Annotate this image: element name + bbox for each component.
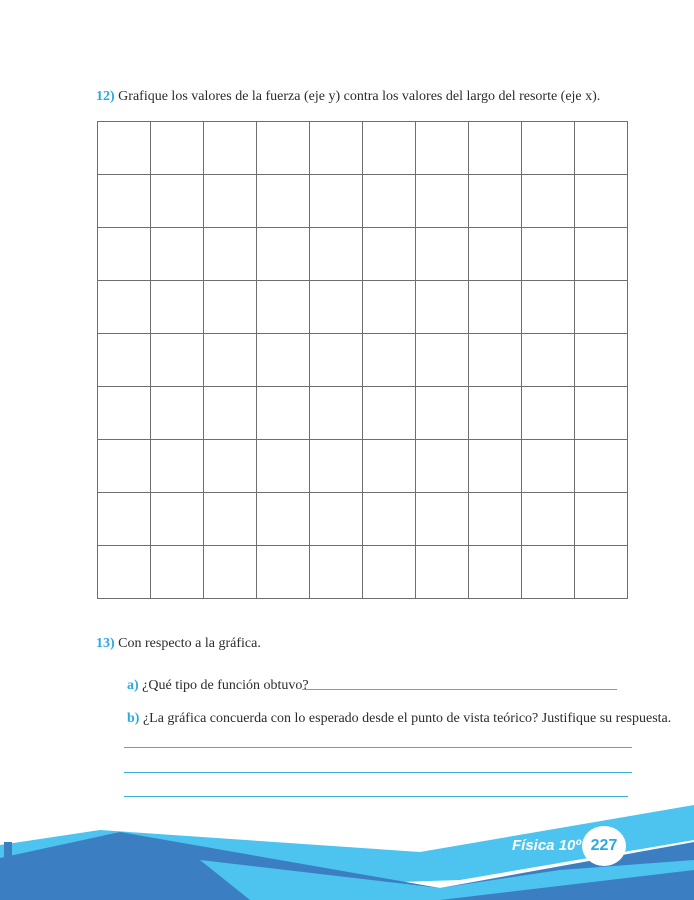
grid-cell (151, 334, 204, 387)
grid-cell (257, 493, 310, 546)
footer-left-mark (4, 842, 12, 900)
grid-cell (204, 228, 257, 281)
grid-cell (98, 228, 151, 281)
grid-cell (257, 387, 310, 440)
grid-cell (151, 228, 204, 281)
grid-cell (310, 493, 363, 546)
grid-cell (522, 228, 575, 281)
grid-cell (469, 387, 522, 440)
grid-cell (310, 546, 363, 599)
grid-cell (310, 228, 363, 281)
question-number: 12) (96, 89, 115, 104)
grid-cell (575, 175, 628, 228)
subquestion-text: ¿Qué tipo de función obtuvo? (142, 678, 309, 693)
grid-cell (98, 281, 151, 334)
grid-cell (310, 122, 363, 175)
grid-cell (522, 122, 575, 175)
grid-cell (151, 387, 204, 440)
grid-cell (469, 493, 522, 546)
answer-line-b-2[interactable] (124, 772, 632, 773)
grid-cell (522, 387, 575, 440)
grid-cell (310, 387, 363, 440)
grid-cell (151, 175, 204, 228)
answer-line-b-1[interactable] (124, 747, 632, 748)
grid-cell (257, 228, 310, 281)
grid-cell (257, 122, 310, 175)
grid-cell (575, 546, 628, 599)
grid-cell (575, 228, 628, 281)
grid-cell (151, 122, 204, 175)
grid-cell (204, 334, 257, 387)
grid-cell (310, 281, 363, 334)
question-text: Con respecto a la gráfica. (118, 636, 261, 651)
grid-cell (575, 440, 628, 493)
grid-cell (257, 175, 310, 228)
grid-cell (522, 546, 575, 599)
grid-cell (522, 175, 575, 228)
grid-cell (98, 387, 151, 440)
grid-cell (469, 228, 522, 281)
grid-cell (310, 440, 363, 493)
grid-cell (469, 334, 522, 387)
question-text: Grafique los valores de la fuerza (eje y) contra los valores del largo del resorte (eje x). (118, 89, 601, 104)
grid-cell (416, 281, 469, 334)
grid-cell (469, 175, 522, 228)
subquestion-text: ¿La gráfica concuerda con lo esperado desde el punto de vista teórico? Justifique su respuesta. (142, 711, 672, 726)
grid-cell (416, 334, 469, 387)
grid-cell (575, 334, 628, 387)
grid-cell (363, 281, 416, 334)
question-number: 13) (96, 636, 115, 651)
grid-cell (469, 440, 522, 493)
grid-cell (416, 122, 469, 175)
grid-cell (522, 440, 575, 493)
grid-cell (416, 493, 469, 546)
grid-cell (363, 122, 416, 175)
grid-cell (204, 440, 257, 493)
grid-cell (151, 281, 204, 334)
grid-cell (257, 334, 310, 387)
grid-cell (469, 281, 522, 334)
grid-cell (416, 175, 469, 228)
grid-cell (363, 175, 416, 228)
grid-cell (416, 440, 469, 493)
grid-cell (575, 387, 628, 440)
grid-cell (416, 228, 469, 281)
grid-cell (204, 387, 257, 440)
grid-cell (98, 175, 151, 228)
grid-cell (310, 175, 363, 228)
grid-cell (363, 440, 416, 493)
grid-cell (151, 440, 204, 493)
grid-cell (204, 546, 257, 599)
grid-cell (257, 281, 310, 334)
grid-cell (469, 122, 522, 175)
grid-cell (98, 493, 151, 546)
question-13 (96, 635, 261, 653)
grid-cell (257, 440, 310, 493)
grid-cell (98, 546, 151, 599)
subquestion-letter: a) (127, 678, 139, 693)
grid-cell (98, 440, 151, 493)
grid-cell (204, 175, 257, 228)
grid-cell (151, 546, 204, 599)
grid-cell (575, 122, 628, 175)
grid-cell (416, 387, 469, 440)
question-12 (96, 88, 600, 106)
subquestion-b (127, 710, 671, 728)
grid-cell (363, 546, 416, 599)
page-number-badge: 227 (582, 826, 626, 866)
grid-cell (575, 281, 628, 334)
grid-cell (151, 493, 204, 546)
graph-grid (97, 121, 628, 599)
grid-cell (257, 546, 310, 599)
grid-cell (204, 493, 257, 546)
grid-cell (363, 387, 416, 440)
grid-cell (363, 334, 416, 387)
subquestion-a (127, 677, 309, 695)
grid-cell (416, 546, 469, 599)
grid-cell (522, 493, 575, 546)
grid-cell (363, 493, 416, 546)
grid-cell (522, 334, 575, 387)
grid-cell (204, 281, 257, 334)
answer-line-b-3[interactable] (124, 796, 628, 797)
grid-cell (310, 334, 363, 387)
subquestion-letter: b) (127, 711, 140, 726)
grid-cell (98, 334, 151, 387)
grid-cell (204, 122, 257, 175)
grid-cell (469, 546, 522, 599)
answer-line-a[interactable] (302, 689, 617, 690)
footer-subject-label: Física 10º (512, 837, 581, 854)
grid-cell (575, 493, 628, 546)
grid-cell (98, 122, 151, 175)
grid-cell (363, 228, 416, 281)
grid-cell (522, 281, 575, 334)
